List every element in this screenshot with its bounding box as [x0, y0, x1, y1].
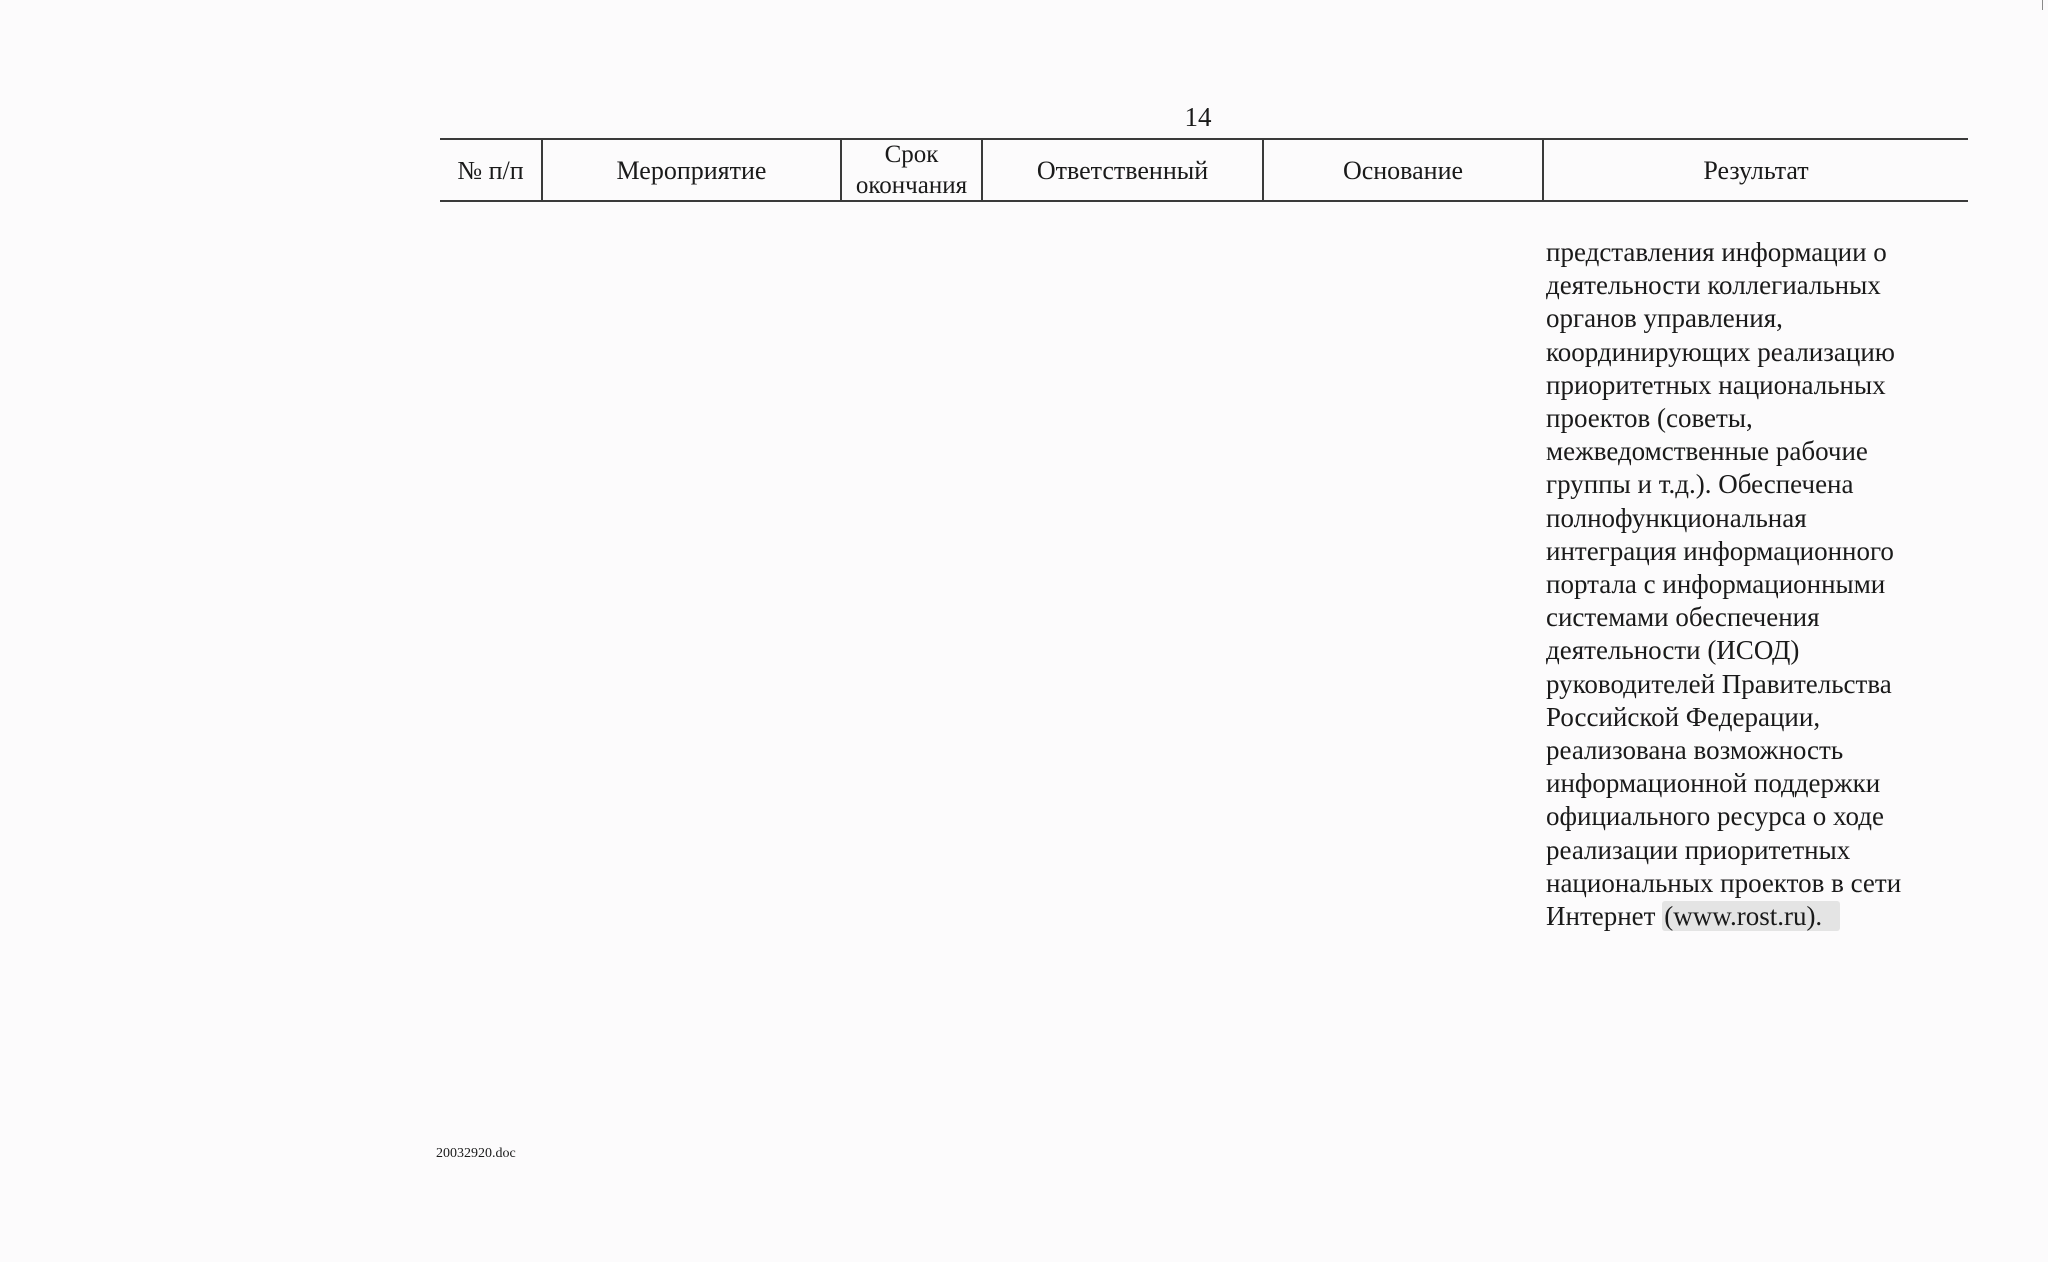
header-deadline — [840, 140, 981, 200]
result-line: координирующих реализацию — [1546, 336, 1895, 367]
result-line: органов управления, — [1546, 303, 1783, 334]
result-line: деятельности коллегиальных — [1546, 270, 1881, 301]
result-line: интеграция информационного — [1546, 535, 1894, 566]
header-num: № п/п — [457, 155, 524, 185]
scan-edge-mark — [2042, 0, 2043, 10]
header-deadline-line2: окончания — [855, 172, 968, 199]
highlighted-url: (www.rost.ru). — [1662, 901, 1840, 931]
result-line: Российской Федерации, — [1546, 701, 1821, 732]
result-line: портала с информационными — [1546, 569, 1886, 600]
result-line: деятельности (ИСОД) — [1546, 635, 1800, 666]
result-line: системами обеспечения — [1546, 602, 1820, 633]
result-last-prefix: Интернет — [1546, 901, 1663, 932]
page-number: 14 — [1184, 102, 1212, 132]
result-line: межведомственные рабочие — [1546, 436, 1868, 467]
result-line: руководителей Правительства — [1546, 668, 1892, 699]
result-line: полнофункциональная — [1546, 502, 1807, 533]
header-result: Результат — [1542, 140, 1968, 200]
result-line: группы и т.д.). Обеспечена — [1546, 469, 1854, 500]
footer-filename: 20032920.doc — [436, 1146, 516, 1161]
result-line: информационной поддержки — [1546, 768, 1881, 799]
result-line: представления информации о — [1546, 237, 1887, 267]
result-line-last — [1546, 900, 1946, 933]
result-cell-text — [1546, 236, 1946, 933]
result-line: приоритетных национальных — [1546, 369, 1886, 400]
result-line: проектов (советы, — [1546, 403, 1753, 434]
result-line: реализации приоритетных — [1546, 834, 1851, 865]
result-line: национальных проектов в сети — [1546, 867, 1902, 898]
result-line: официального ресурса о ходе — [1546, 801, 1884, 832]
header-responsible: Ответственный — [981, 140, 1262, 200]
table-header — [440, 138, 1968, 202]
header-event: Мероприятие — [541, 140, 840, 200]
result-line: реализована возможность — [1546, 735, 1844, 766]
header-basis: Основание — [1262, 140, 1542, 200]
header-deadline-line1: Срок — [884, 141, 939, 168]
